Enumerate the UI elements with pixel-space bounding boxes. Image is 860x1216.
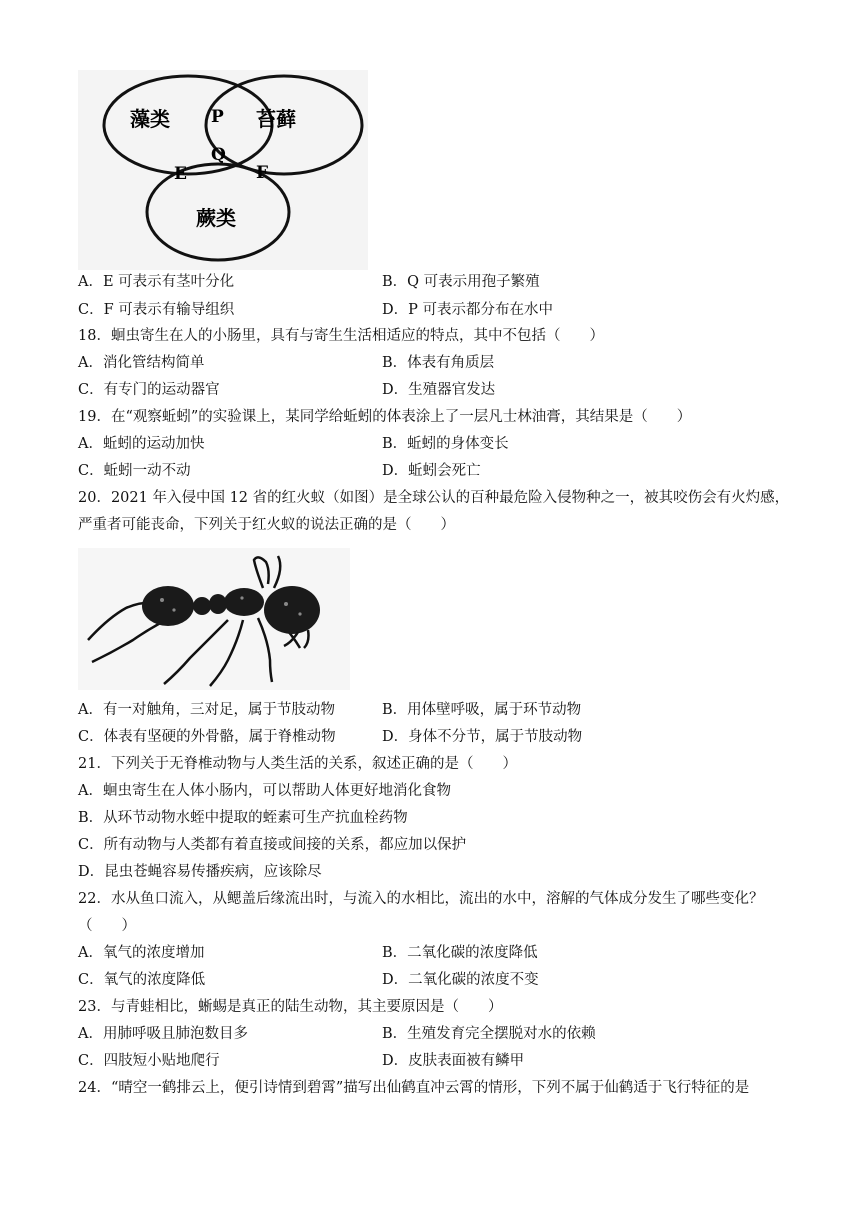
fire-ant-illustration bbox=[78, 548, 350, 690]
venn-label-f: F bbox=[256, 163, 269, 183]
q19-option-a: A．蚯蚓的运动加快 bbox=[78, 436, 205, 452]
q21-stem: 21．下列关于无脊椎动物与人类生活的关系，叙述正确的是（ ） bbox=[78, 756, 517, 772]
ant-speckle bbox=[160, 598, 164, 602]
q22-option-b: B．二氧化碳的浓度降低 bbox=[382, 945, 538, 961]
q23-stem: 23．与青蛙相比，蜥蜴是真正的陆生动物，其主要原因是（ ） bbox=[78, 999, 503, 1015]
q17-option-d: D．P 可表示都分布在水中 bbox=[382, 302, 553, 318]
q22-option-a: A．氧气的浓度增加 bbox=[78, 945, 205, 961]
venn-label-q: Q bbox=[211, 145, 226, 165]
q19-option-d: D．蚯蚓会死亡 bbox=[382, 463, 481, 479]
q18-option-c: C．有专门的运动器官 bbox=[78, 382, 220, 398]
ant-speckle bbox=[298, 612, 301, 615]
venn-diagram bbox=[78, 70, 368, 270]
venn-label-moss: 苔藓 bbox=[256, 107, 296, 131]
ant-speckle bbox=[240, 596, 243, 599]
q18-option-b: B．体表有角质层 bbox=[382, 355, 495, 371]
q22-option-d: D．二氧化碳的浓度不变 bbox=[382, 972, 539, 988]
q22-stem-line2: （ ） bbox=[78, 918, 136, 934]
q23-option-d: D．皮肤表面被有鳞甲 bbox=[382, 1053, 525, 1069]
q22-option-c: C．氧气的浓度降低 bbox=[78, 972, 206, 988]
q18-option-a: A．消化管结构简单 bbox=[78, 355, 205, 371]
fire-ant-figure bbox=[78, 548, 350, 690]
venn-label-algae: 藻类 bbox=[130, 107, 170, 131]
ant-speckle bbox=[284, 602, 288, 606]
ant-petiole-1 bbox=[193, 597, 211, 615]
q21-option-a: A．蛔虫寄生在人体小肠内，可以帮助人体更好地消化食物 bbox=[78, 783, 451, 799]
q23-option-b: B．生殖发育完全摆脱对水的依赖 bbox=[382, 1026, 596, 1042]
q21-option-d: D．昆虫苍蝇容易传播疾病，应该除尽 bbox=[78, 864, 322, 880]
q20-option-a: A．有一对触角，三对足，属于节肢动物 bbox=[78, 702, 335, 718]
q20-stem-line1: 20．2021 年入侵中国 12 省的红火蚁（如图）是全球公认的百种最危险入侵物种之一，被其咬伤会有火灼感， bbox=[78, 490, 790, 506]
q19-option-c: C．蚯蚓一动不动 bbox=[78, 463, 191, 479]
q20-option-d: D．身体不分节，属于节肢动物 bbox=[382, 729, 583, 745]
q22-stem-line1: 22．水从鱼口流入，从鳃盖后缘流出时，与流入的水相比，流出的水中，溶解的气体成分发生了哪些变化？ bbox=[78, 891, 764, 907]
q24-stem: 24．“晴空一鹤排云上，便引诗情到碧霄”描写出仙鹤直冲云霄的情形，下列不属于仙鹤适于飞行特征的是 bbox=[78, 1080, 750, 1096]
q17-option-c: C．F 可表示有输导组织 bbox=[78, 302, 235, 318]
q17-option-a: A．E 可表示有茎叶分化 bbox=[78, 274, 235, 290]
venn-diagram-figure bbox=[78, 70, 368, 270]
venn-label-fern: 蕨类 bbox=[196, 206, 236, 230]
venn-label-e: E bbox=[174, 164, 187, 184]
q18-option-d: D．生殖器官发达 bbox=[382, 382, 496, 398]
ant-thorax bbox=[224, 588, 264, 616]
ant-head bbox=[264, 586, 320, 634]
q17-option-b: B．Q 可表示用孢子繁殖 bbox=[382, 274, 540, 290]
q23-option-a: A．用肺呼吸且肺泡数目多 bbox=[78, 1026, 248, 1042]
q21-option-b: B．从环节动物水蛭中提取的蛭素可生产抗血栓药物 bbox=[78, 810, 408, 826]
ant-abdomen bbox=[142, 586, 194, 626]
q23-option-c: C．四肢短小贴地爬行 bbox=[78, 1053, 220, 1069]
q20-stem-line2: 严重者可能丧命，下列关于红火蚁的说法正确的是（ ） bbox=[78, 517, 455, 533]
q20-option-c: C．体表有坚硬的外骨骼，属于脊椎动物 bbox=[78, 729, 336, 745]
q21-option-c: C．所有动物与人类都有着直接或间接的关系，都应加以保护 bbox=[78, 837, 467, 853]
q19-stem: 19．在“观察蚯蚓”的实验课上，某同学给蚯蚓的体表涂上了一层凡士林油膏，其结果是（ ） bbox=[78, 409, 692, 425]
ant-speckle bbox=[172, 608, 175, 611]
q18-stem: 18．蛔虫寄生在人的小肠里，具有与寄生生活相适应的特点，其中不包括（ ） bbox=[78, 328, 604, 344]
venn-label-p: P bbox=[211, 107, 224, 127]
q20-option-b: B．用体壁呼吸，属于环节动物 bbox=[382, 702, 582, 718]
q19-option-b: B．蚯蚓的身体变长 bbox=[382, 436, 509, 452]
